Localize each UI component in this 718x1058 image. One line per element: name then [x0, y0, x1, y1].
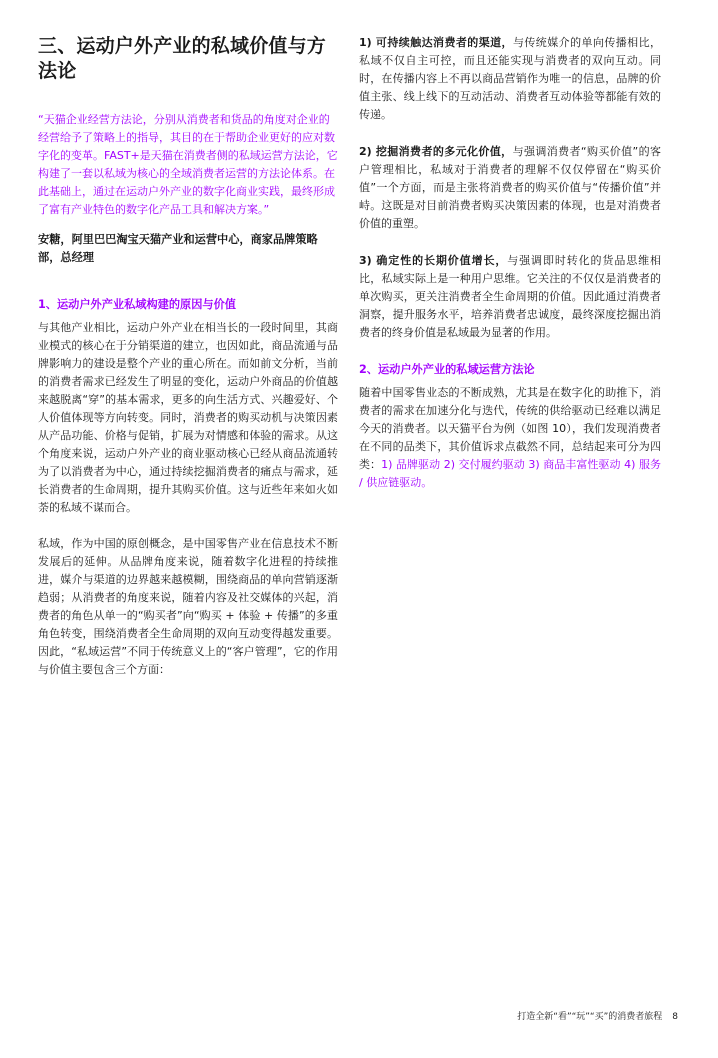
- point-1: [359, 34, 661, 124]
- point-1-title: 1) 可持续触达消费者的渠道，: [359, 36, 513, 49]
- page-number: 8: [672, 1012, 678, 1022]
- point-2: [359, 143, 661, 233]
- paragraph-3-text: 随着中国零售业态的不断成熟，尤其是在数字化的助推下，消费者的需求在加速分化与迭代，传统的供给驱动已经难以满足今天的消费者。以天猫平台为例（如图 10），我们发现消费者在不同的品类下，其价值诉求点截然不同，总结起来可分为四类：: [359, 386, 661, 471]
- point-3-body: 与强调即时转化的货品思维相比，私域实际上是一种用户思维。它关注的不仅仅是消费者的单次购买，更关注消费者全生命周期的价值。因此通过消费者洞察，提升服务水平，培养消费者忠诚度，最终深度挖掘出消费者的终身价值是私域最为显著的作用。: [359, 254, 662, 339]
- pull-quote: “天猫企业经营方法论，分别从消费者和货品的角度对企业的经营给予了策略上的指导，其目的在于帮助企业更好的应对数字化的变革。FAST+是天猫在消费者侧的私域运营方法论，它构建了一套以私域为核心的全域消费者运营的方法论体系。在此基础上，通过在运动户外产业的数字化商业实践，最终形成了富有产业特色的数字化产品工具和解决方案。”: [38, 113, 338, 216]
- page-footer: [517, 1009, 678, 1022]
- drivers-highlight: 1) 品牌驱动 2) 交付履约驱动 3) 商品丰富性驱动 4) 服务 / 供应链驱动。: [359, 458, 662, 489]
- point-2-body: 与强调消费者“购买价值”的客户管理相比，私域对于消费者的理解不仅仅停留在“购买价值”一个方面，而是主张将消费者的购买价值与“传播价值”并峙。这既是对目前消费者购买决策因素的体现，也是对消费者价值的重塑。: [359, 145, 661, 230]
- point-1-body: 与传统媒介的单向传播相比，私域不仅自主可控，而且还能实现与消费者的双向互动。同时，在传播内容上不再以商品营销作为唯一的信息，品牌的价值主张、线上线下的互动活动、消费者互动体验等都能有效的传递。: [359, 36, 662, 121]
- body-paragraph-3: [359, 384, 661, 492]
- body-paragraph-2: 私域，作为中国的原创概念，是中国零售产业在信息技术不断发展后的延伸。从品牌角度来说，随着数字化进程的持续推进，媒介与渠道的边界越来越模糊，围绕商品的单向营销逐渐趋弱；从消费者的角度来说，随着内容及社交媒体的兴起，消费者的角色从单一的“购买者”向“购买 + 体验 + 传播”的多重角色转变，围绕消费者全生命周期的双向互动变得越发重要。因此，“私域运营”不同于传统意义上的“客户管理”，它的作用与价值主要包含三个方面：: [38, 537, 338, 676]
- quote-attribution: 安糖，阿里巴巴淘宝天猫产业和运营中心，商家品牌策略部，总经理: [38, 233, 318, 264]
- point-3: [359, 252, 661, 342]
- point-3-title: 3) 确定性的长期价值增长，: [359, 254, 508, 267]
- footer-title: 打造全新“看”“玩”“买”的消费者旅程: [517, 1012, 663, 1022]
- section-1-heading: 1、运动户外产业私域构建的原因与价值: [38, 298, 236, 311]
- page-title: 三、运动户外产业的私域价值与方法论: [38, 35, 327, 82]
- body-paragraph-1: 与其他产业相比，运动户外产业在相当长的一段时间里，其商业模式的核心在于分销渠道的建立，也因如此，商品流通与品牌影响力的建设是整个产业的重心所在。而如前文分析，当前的消费者需求已经发生了明显的变化，运动户外商品的价值越来越脱离“穿”的基本需求，更多的向生活方式、兴趣爱好、个人价值体现等方向转变。同时，消费者的购买动机与决策因素从产品功能、价格与促销，扩展为对情感和体验的需求。从这个角度来说，运动户外产业的商业驱动核心已经从商品流通转为了以消费者为中心，通过持续挖掘消费者的痛点与需求，延长消费者的生命周期，提升其购买价值。这与近些年来如火如荼的私域不谋而合。: [38, 321, 338, 514]
- left-column: [38, 34, 338, 697]
- section-2-heading: 2、运动户外产业的私域运营方法论: [359, 363, 535, 376]
- right-column: [359, 34, 661, 511]
- point-2-title: 2) 挖掘消费者的多元化价值，: [359, 145, 513, 158]
